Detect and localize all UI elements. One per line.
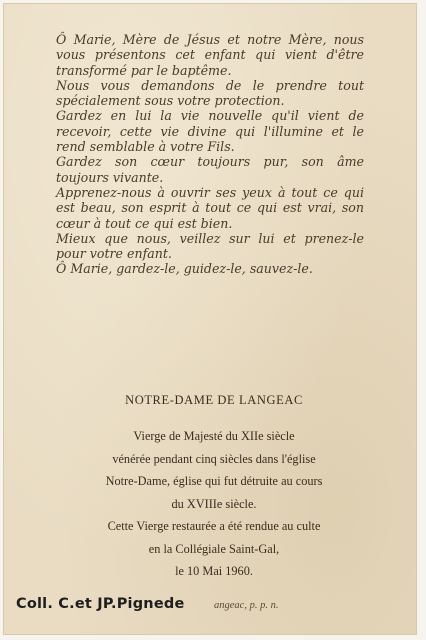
prayer-card bbox=[4, 4, 416, 634]
prayer-text bbox=[56, 32, 364, 277]
prayer-paragraph: Ô Marie, Mère de Jésus et notre Mère, nous vous présentons cet enfant qui vient d'être transformé par le baptême. bbox=[56, 32, 364, 78]
restoration-line: le 10 Mai 1960. bbox=[175, 564, 253, 578]
restoration-line: en la Collégiale Saint-Gal, bbox=[148, 541, 280, 556]
restoration-line: Cette Vierge restaurée a été rendue au culte bbox=[107, 519, 321, 533]
restoration-note bbox=[64, 515, 364, 583]
prayer-paragraph: Gardez en lui la vie nouvelle qu'il vient de recevoir, cette vie divine qui l'illumine et le rend semblable à votre Fils. bbox=[56, 108, 364, 155]
section-heading: NOTRE-DAME DE LANGEAC bbox=[125, 393, 303, 407]
history-description bbox=[64, 425, 364, 515]
description-line: Vierge de Majesté du XIIe siècle bbox=[133, 429, 295, 443]
prayer-paragraph: Nous vous demandons de le prendre tout spécialement sous votre protection. bbox=[56, 77, 364, 109]
collection-watermark: Coll. C.et JP.Pignede bbox=[16, 596, 185, 612]
prayer-paragraph: Apprenez-nous à ouvrir ses yeux à tout ce qui est beau, son esprit à tout ce qui est vrai, son cœur à tout ce qui est bien. bbox=[56, 184, 364, 231]
description-line: du XVIIIe siècle. bbox=[171, 496, 257, 511]
prayer-paragraph: Ô Marie, gardez-le, guidez-le, sauvez-le. bbox=[56, 261, 313, 277]
description-line: Notre-Dame, église qui fut détruite au cours bbox=[105, 474, 323, 488]
prayer-paragraph: Mieux que nous, veillez sur lui et prenez-le pour votre enfant. bbox=[56, 230, 364, 262]
printer-imprint: angeac, p. p. n. bbox=[214, 600, 279, 611]
prayer-paragraph: Gardez son cœur toujours pur, son âme toujours vivante. bbox=[56, 154, 364, 185]
description-line: vénérée pendant cinq siècles dans l'église bbox=[112, 451, 316, 466]
